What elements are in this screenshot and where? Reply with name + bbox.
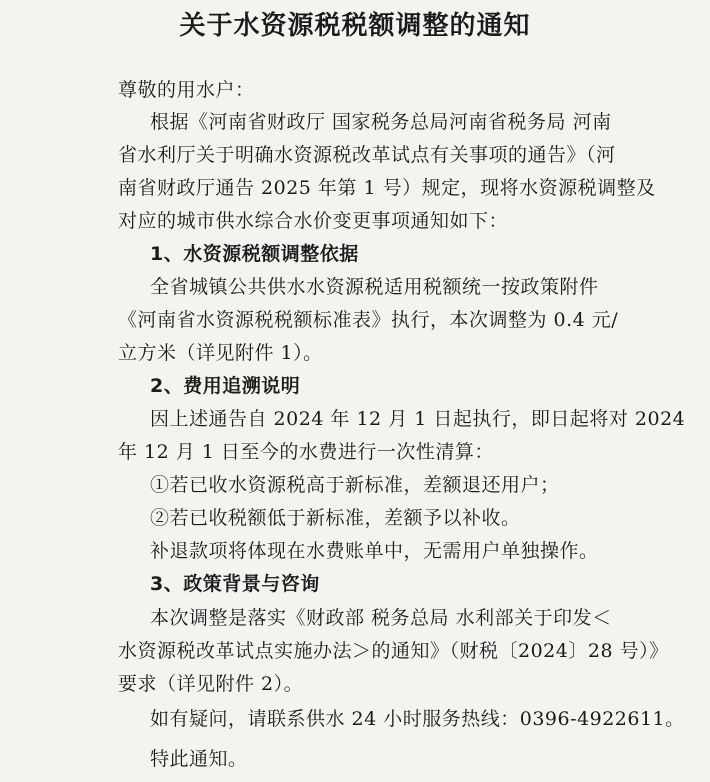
section2-item-1: ①若已收水资源税高于新标准，差额退还用户； [150, 474, 560, 496]
intro-line-2: 省水利厅关于明确水资源税改革试点有关事项的通告》（河 [118, 144, 616, 166]
salutation: 尊敬的用水户： [118, 79, 255, 101]
closing-line: 特此通知。 [150, 748, 248, 770]
section3-line-2: 水资源税改革试点实施办法＞的通知》（财税〔2024〕28 号）》 [118, 640, 669, 662]
section2-heading: 2、费用追溯说明 [150, 375, 301, 397]
section1-line-3: 立方米（详见附件 1）。 [118, 342, 323, 364]
section3-heading: 3、政策背景与咨询 [150, 573, 320, 595]
section2-note: 补退款项将体现在水费账单中，无需用户单独操作。 [150, 540, 599, 562]
section1-line-1: 全省城镇公共供水水资源税适用税额统一按政策附件 [150, 276, 599, 298]
section3-line-3: 要求（详见附件 2）。 [118, 673, 304, 695]
section2-line-1: 因上述通告自 2024 年 12 月 1 日起执行，即日起将对 2024 [150, 408, 686, 430]
intro-line-3: 南省财政厅通告 2025 年第 1 号）规定，现将水资源税调整及 [118, 177, 656, 199]
intro-line-1: 根据《河南省财政厅 国家税务总局河南省税务局 河南 [150, 111, 612, 133]
section1-heading: 1、水资源税额调整依据 [150, 243, 359, 265]
intro-line-4: 对应的城市供水综合水价变更事项通知如下： [118, 210, 509, 232]
document-title: 关于水资源税税额调整的通知 [179, 11, 531, 41]
section1-line-2: 《河南省水资源税税额标准表》执行，本次调整为 0.4 元/ [118, 309, 619, 331]
section2-line-2: 年 12 月 1 日至今的水费进行一次性清算： [118, 441, 494, 463]
contact-line: 如有疑问，请联系供水 24 小时服务热线：0396-4922611。 [150, 708, 685, 730]
section2-item-2: ②若已收税额低于新标准，差额予以补收。 [150, 507, 521, 529]
section3-line-1: 本次调整是落实《财政部 税务总局 水利部关于印发＜ [150, 607, 612, 629]
